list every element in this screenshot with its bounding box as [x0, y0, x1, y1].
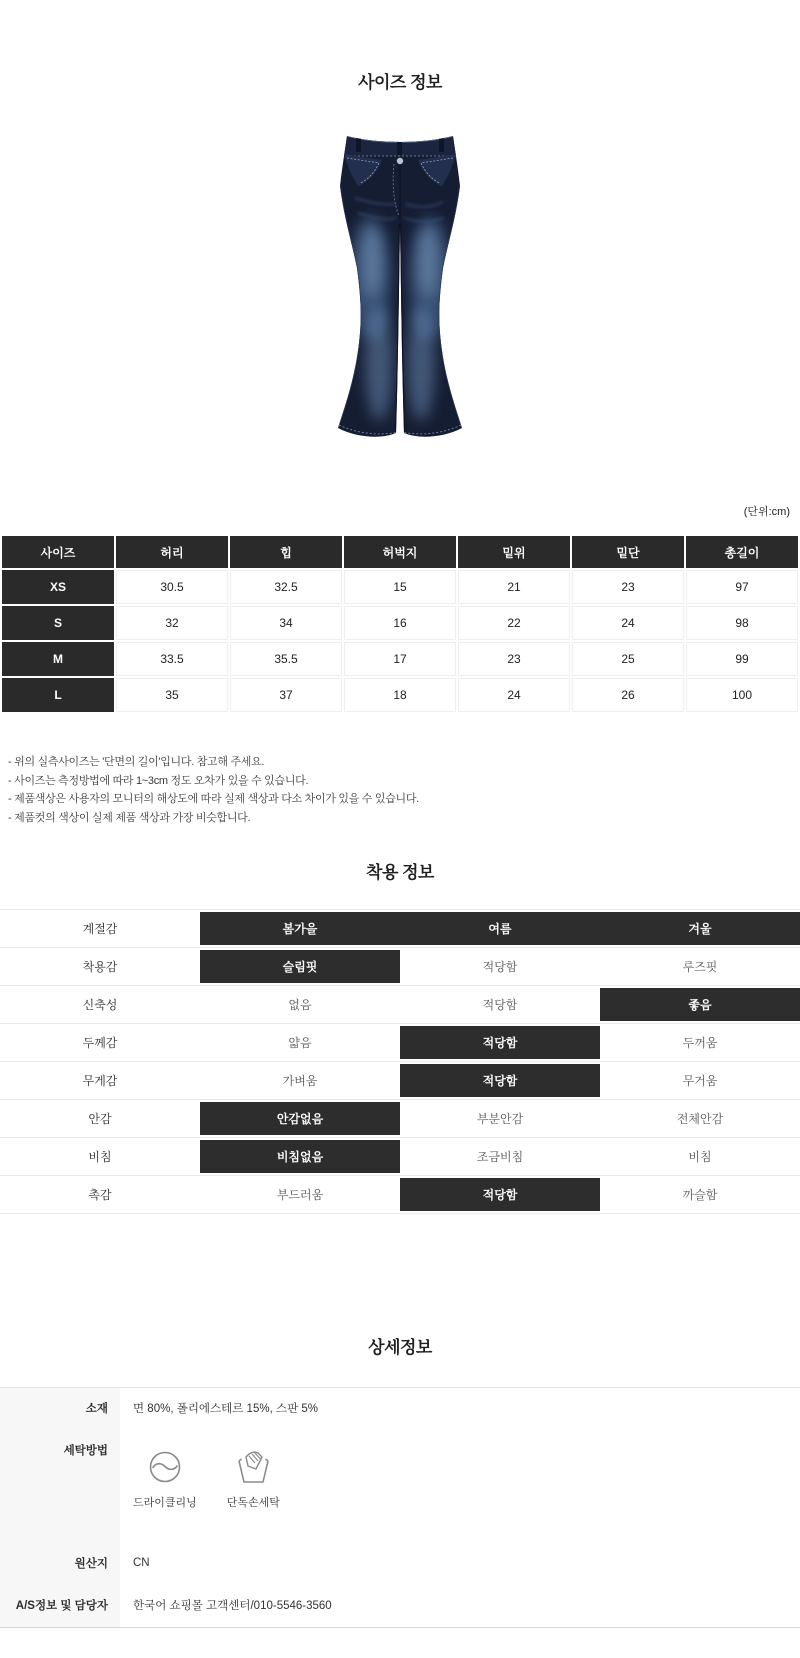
fit-attribute-label: 비침 — [88, 1150, 112, 1164]
detail-label: 세탁방법 — [0, 1428, 120, 1543]
fit-attribute-label: 무게감 — [82, 1074, 118, 1088]
fit-section-title: 착용 정보 — [366, 863, 434, 883]
fit-row — [0, 1137, 800, 1175]
fit-option-selected: 비침없음 — [200, 1140, 400, 1173]
measurement-cell: 16 — [344, 606, 456, 640]
fit-attribute-label: 신축성 — [82, 998, 118, 1012]
fit-option-selected: 좋음 — [600, 988, 800, 1021]
fit-option-selected: 봄가을 — [200, 912, 400, 945]
wash-method-icons — [120, 1428, 800, 1543]
fit-attribute-label: 계절감 — [82, 922, 118, 936]
fit-option: 얇음 — [200, 1024, 400, 1061]
fit-option-selected: 적당함 — [400, 1178, 600, 1211]
detail-row-origin — [0, 1543, 800, 1583]
fit-attribute-label: 두께감 — [82, 1036, 118, 1050]
measurement-cell: 33.5 — [116, 642, 228, 676]
measurement-cell: 18 — [344, 678, 456, 712]
fit-option: 적당함 — [400, 948, 600, 985]
fit-row — [0, 947, 800, 985]
measurement-cell: 25 — [572, 642, 684, 676]
measurement-cell: 97 — [686, 570, 798, 604]
size-label-cell: L — [2, 678, 114, 712]
fit-option: 부드러움 — [200, 1176, 400, 1213]
fit-option-selected: 여름 — [400, 912, 600, 945]
measurement-cell: 23 — [572, 570, 684, 604]
measurement-cell: 98 — [686, 606, 798, 640]
measurement-cell: 32 — [116, 606, 228, 640]
size-section-title: 사이즈 정보 — [358, 73, 442, 93]
fit-option: 루즈핏 — [600, 948, 800, 985]
measurement-cell: 23 — [458, 642, 570, 676]
product-image — [0, 128, 800, 448]
dry-clean-icon — [146, 1448, 184, 1486]
fit-option-selected: 겨울 — [600, 912, 800, 945]
measurement-cell: 32.5 — [230, 570, 342, 604]
unit-note: (단위:cm) — [743, 506, 790, 518]
fit-option: 없음 — [200, 986, 400, 1023]
measurement-cell: 34 — [230, 606, 342, 640]
fit-option: 비침 — [600, 1138, 800, 1175]
as-info-value: 한국어 쇼핑몰 고객센터/010-5546-3560 — [133, 1600, 332, 1612]
measurement-cell: 99 — [686, 642, 798, 676]
jeans-illustration — [300, 128, 500, 448]
detail-label: 원산지 — [0, 1543, 120, 1583]
fit-option: 적당함 — [400, 986, 600, 1023]
wash-item-dry-clean — [133, 1448, 197, 1510]
fit-option-selected: 안감없음 — [200, 1102, 400, 1135]
detail-label: 소재 — [0, 1388, 120, 1428]
fit-option: 가벼움 — [200, 1062, 400, 1099]
measurement-cell: 21 — [458, 570, 570, 604]
fit-row — [0, 985, 800, 1023]
fit-option: 까슬함 — [600, 1176, 800, 1213]
fit-option-selected: 적당함 — [400, 1064, 600, 1097]
measurement-cell: 100 — [686, 678, 798, 712]
measurement-cell: 24 — [458, 678, 570, 712]
fit-option: 무거움 — [600, 1062, 800, 1099]
hand-wash-icon — [233, 1448, 273, 1486]
measurement-cell: 26 — [572, 678, 684, 712]
size-note: - 사이즈는 측정방법에 따라 1~3cm 정도 오차가 있을 수 있습니다. — [8, 774, 309, 787]
wash-icon-label: 드라이클리닝 — [133, 1497, 197, 1509]
detail-table — [0, 1387, 800, 1628]
size-column-header: 밑단 — [572, 536, 684, 568]
size-note: - 제품색상은 사용자의 모니터의 해상도에 따라 실제 색상과 다소 차이가 있을 수 있습니다. — [8, 793, 419, 805]
origin-value: CN — [133, 1557, 150, 1569]
fit-row — [0, 1099, 800, 1137]
detail-label: A/S정보 및 담당자 — [0, 1583, 120, 1627]
size-table-header-row — [2, 536, 798, 568]
size-notes — [8, 753, 419, 827]
size-table-row — [2, 642, 798, 676]
size-note: - 위의 실측사이즈는 '단면의 길이'입니다. 참고해 주세요. — [8, 756, 265, 768]
fit-option: 부분안감 — [400, 1100, 600, 1137]
fit-option-selected: 슬림핏 — [200, 950, 400, 983]
size-column-header: 힙 — [230, 536, 342, 568]
size-label-cell: M — [2, 642, 114, 676]
measurement-cell: 35.5 — [230, 642, 342, 676]
measurement-cell: 37 — [230, 678, 342, 712]
size-column-header: 사이즈 — [2, 536, 114, 568]
detail-row-as-info — [0, 1583, 800, 1627]
fit-row — [0, 1023, 800, 1061]
detail-row-material — [0, 1388, 800, 1428]
size-note: - 제품컷의 색상이 실제 제품 색상과 가장 비슷합니다. — [8, 811, 251, 824]
size-table-row — [2, 678, 798, 712]
fit-table — [0, 909, 800, 1214]
size-column-header: 총길이 — [686, 536, 798, 568]
fit-attribute-label: 착용감 — [82, 960, 118, 974]
size-column-header: 허벅지 — [344, 536, 456, 568]
fit-attribute-label: 안감 — [88, 1112, 112, 1126]
size-column-header: 밑위 — [458, 536, 570, 568]
size-table — [0, 534, 800, 714]
size-label-cell: S — [2, 606, 114, 640]
size-column-header: 허리 — [116, 536, 228, 568]
measurement-cell: 35 — [116, 678, 228, 712]
measurement-cell: 15 — [344, 570, 456, 604]
measurement-cell: 30.5 — [116, 570, 228, 604]
fit-row — [0, 1061, 800, 1099]
measurement-cell: 24 — [572, 606, 684, 640]
fit-attribute-label: 촉감 — [88, 1188, 112, 1202]
measurement-cell: 22 — [458, 606, 570, 640]
size-table-row — [2, 606, 798, 640]
detail-section-title: 상세정보 — [368, 1338, 432, 1358]
measurement-cell: 17 — [344, 642, 456, 676]
size-table-row — [2, 570, 798, 604]
fit-option-selected: 적당함 — [400, 1026, 600, 1059]
fit-option: 전체안감 — [600, 1100, 800, 1137]
detail-row-wash — [0, 1428, 800, 1543]
fit-option: 두꺼움 — [600, 1024, 800, 1061]
fit-option: 조금비침 — [400, 1138, 600, 1175]
material-value: 면 80%, 폴리에스테르 15%, 스판 5% — [133, 1403, 319, 1415]
fit-row — [0, 909, 800, 947]
fit-row — [0, 1175, 800, 1213]
size-label-cell: XS — [2, 570, 114, 604]
wash-icon-label: 단독손세탁 — [226, 1497, 280, 1509]
wash-item-hand-wash — [227, 1448, 280, 1510]
